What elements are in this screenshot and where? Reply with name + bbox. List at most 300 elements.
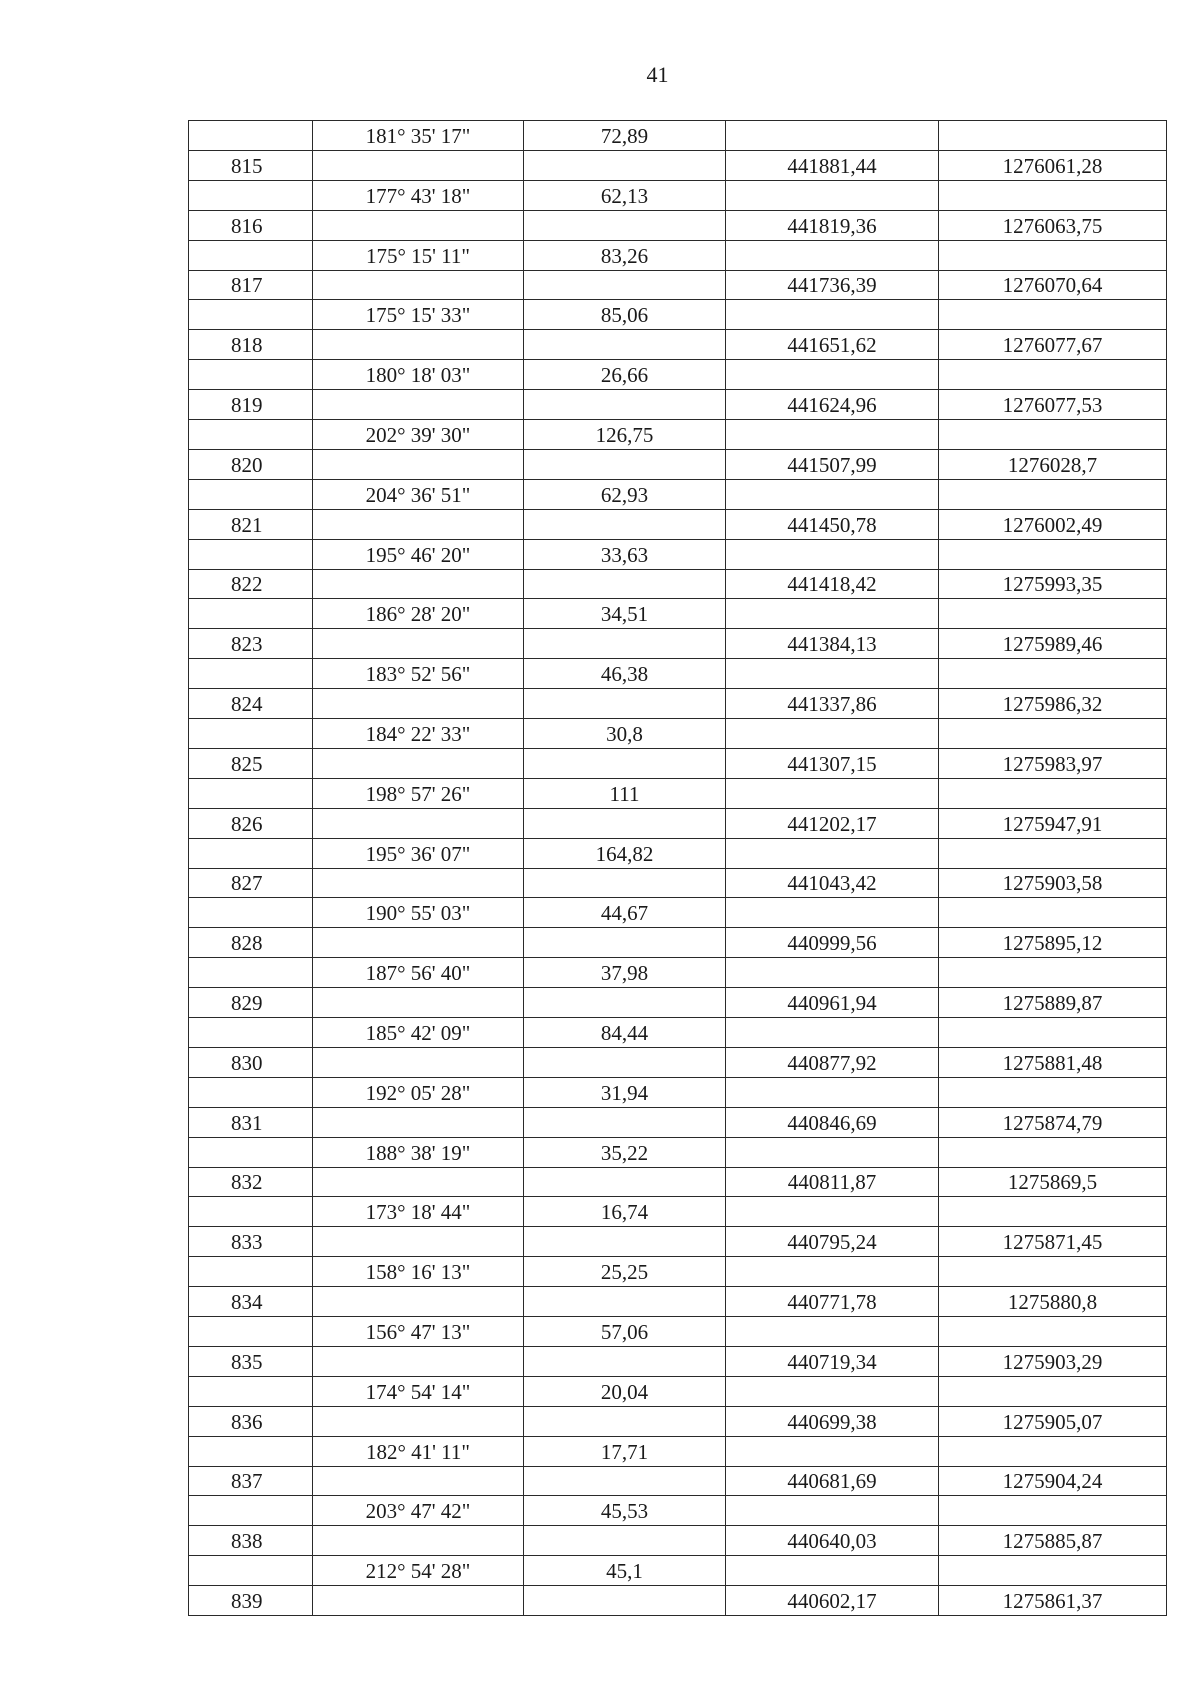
point-row: [189, 988, 1167, 1018]
angle-cell: [313, 210, 524, 240]
x-coordinate-cell: 440719,34: [726, 1346, 939, 1376]
y-cell: [939, 240, 1167, 270]
x-coordinate-cell: 441307,15: [726, 748, 939, 778]
x-coordinate-cell: 441450,78: [726, 509, 939, 539]
angle-cell: [313, 569, 524, 599]
segment-row: [189, 659, 1167, 689]
distance-cell: [524, 1227, 726, 1257]
distance-cell: [524, 270, 726, 300]
y-cell: [939, 838, 1167, 868]
distance-cell: [524, 1466, 726, 1496]
x-coordinate-cell: 440999,56: [726, 928, 939, 958]
x-cell: [726, 240, 939, 270]
angle-cell: 181° 35' 17": [313, 121, 524, 151]
x-coordinate-cell: 440771,78: [726, 1287, 939, 1317]
angle-cell: [313, 1526, 524, 1556]
x-cell: [726, 1316, 939, 1346]
point-number-cell: 838: [189, 1526, 313, 1556]
angle-cell: [313, 1586, 524, 1616]
angle-cell: 198° 57' 26": [313, 778, 524, 808]
x-coordinate-cell: 441736,39: [726, 270, 939, 300]
y-cell: [939, 479, 1167, 509]
x-coordinate-cell: 440877,92: [726, 1047, 939, 1077]
distance-cell: [524, 748, 726, 778]
y-coordinate-cell: 1275947,91: [939, 808, 1167, 838]
x-cell: [726, 1376, 939, 1406]
angle-cell: 184° 22' 33": [313, 718, 524, 748]
x-cell: [726, 599, 939, 629]
y-cell: [939, 1376, 1167, 1406]
point-cell: [189, 1496, 313, 1526]
point-number-cell: 830: [189, 1047, 313, 1077]
y-cell: [939, 778, 1167, 808]
y-cell: [939, 121, 1167, 151]
y-coordinate-cell: 1275905,07: [939, 1406, 1167, 1436]
point-number-cell: 824: [189, 689, 313, 719]
x-coordinate-cell: 441881,44: [726, 151, 939, 181]
distance-cell: 37,98: [524, 958, 726, 988]
y-cell: [939, 1077, 1167, 1107]
y-coordinate-cell: 1275903,58: [939, 868, 1167, 898]
angle-cell: [313, 1406, 524, 1436]
point-number-cell: 822: [189, 569, 313, 599]
point-row: [189, 1346, 1167, 1376]
segment-row: [189, 599, 1167, 629]
x-cell: [726, 479, 939, 509]
angle-cell: [313, 151, 524, 181]
point-cell: [189, 539, 313, 569]
distance-cell: 45,1: [524, 1556, 726, 1586]
point-number-cell: 831: [189, 1107, 313, 1137]
segment-row: [189, 1316, 1167, 1346]
y-coordinate-cell: 1276077,67: [939, 330, 1167, 360]
x-cell: [726, 778, 939, 808]
angle-cell: 186° 28' 20": [313, 599, 524, 629]
angle-cell: 182° 41' 11": [313, 1436, 524, 1466]
point-cell: [189, 1436, 313, 1466]
point-cell: [189, 240, 313, 270]
point-cell: [189, 599, 313, 629]
segment-row: [189, 1077, 1167, 1107]
y-cell: [939, 1436, 1167, 1466]
distance-cell: [524, 1047, 726, 1077]
point-row: [189, 509, 1167, 539]
angle-cell: [313, 689, 524, 719]
x-cell: [726, 419, 939, 449]
angle-cell: [313, 449, 524, 479]
y-coordinate-cell: 1275986,32: [939, 689, 1167, 719]
distance-cell: [524, 1406, 726, 1436]
point-cell: [189, 479, 313, 509]
y-cell: [939, 300, 1167, 330]
x-coordinate-cell: 440602,17: [726, 1586, 939, 1616]
distance-cell: 30,8: [524, 718, 726, 748]
angle-cell: [313, 1346, 524, 1376]
point-number-cell: 834: [189, 1287, 313, 1317]
x-coordinate-cell: 441418,42: [726, 569, 939, 599]
point-cell: [189, 898, 313, 928]
point-number-cell: 815: [189, 151, 313, 181]
point-row: [189, 1167, 1167, 1197]
distance-cell: [524, 1586, 726, 1616]
point-number-cell: 837: [189, 1466, 313, 1496]
x-coordinate-cell: 440795,24: [726, 1227, 939, 1257]
distance-cell: [524, 808, 726, 838]
distance-cell: [524, 151, 726, 181]
point-number-cell: 825: [189, 748, 313, 778]
point-row: [189, 390, 1167, 420]
angle-cell: [313, 1047, 524, 1077]
angle-cell: 177° 43' 18": [313, 180, 524, 210]
angle-cell: [313, 330, 524, 360]
y-coordinate-cell: 1275871,45: [939, 1227, 1167, 1257]
x-coordinate-cell: 440961,94: [726, 988, 939, 1018]
x-cell: [726, 898, 939, 928]
y-coordinate-cell: 1275895,12: [939, 928, 1167, 958]
x-cell: [726, 1077, 939, 1107]
y-coordinate-cell: 1275889,87: [939, 988, 1167, 1018]
segment-row: [189, 479, 1167, 509]
distance-cell: 83,26: [524, 240, 726, 270]
distance-cell: 72,89: [524, 121, 726, 151]
point-cell: [189, 1077, 313, 1107]
angle-cell: [313, 748, 524, 778]
segment-row: [189, 1496, 1167, 1526]
point-cell: [189, 1257, 313, 1287]
y-coordinate-cell: 1275861,37: [939, 1586, 1167, 1616]
x-cell: [726, 360, 939, 390]
point-number-cell: 839: [189, 1586, 313, 1616]
distance-cell: 25,25: [524, 1257, 726, 1287]
point-cell: [189, 838, 313, 868]
x-cell: [726, 718, 939, 748]
page-number: 41: [646, 62, 669, 87]
x-coordinate-cell: 441337,86: [726, 689, 939, 719]
point-number-cell: 823: [189, 629, 313, 659]
angle-cell: 195° 46' 20": [313, 539, 524, 569]
point-number-cell: 829: [189, 988, 313, 1018]
angle-cell: [313, 988, 524, 1018]
point-row: [189, 270, 1167, 300]
distance-cell: 17,71: [524, 1436, 726, 1466]
point-cell: [189, 1376, 313, 1406]
angle-cell: 175° 15' 11": [313, 240, 524, 270]
y-cell: [939, 898, 1167, 928]
point-cell: [189, 419, 313, 449]
distance-cell: 33,63: [524, 539, 726, 569]
y-coordinate-cell: 1275989,46: [939, 629, 1167, 659]
point-row: [189, 569, 1167, 599]
point-row: [189, 1406, 1167, 1436]
distance-cell: 26,66: [524, 360, 726, 390]
distance-cell: 45,53: [524, 1496, 726, 1526]
distance-cell: [524, 210, 726, 240]
point-row: [189, 1287, 1167, 1317]
point-number-cell: 817: [189, 270, 313, 300]
distance-cell: [524, 1167, 726, 1197]
point-row: [189, 1227, 1167, 1257]
y-cell: [939, 1137, 1167, 1167]
x-coordinate-cell: 441507,99: [726, 449, 939, 479]
angle-cell: [313, 509, 524, 539]
distance-cell: [524, 1346, 726, 1376]
distance-cell: 111: [524, 778, 726, 808]
angle-cell: [313, 808, 524, 838]
y-cell: [939, 1316, 1167, 1346]
angle-cell: 190° 55' 03": [313, 898, 524, 928]
point-row: [189, 1047, 1167, 1077]
y-coordinate-cell: 1275983,97: [939, 748, 1167, 778]
segment-row: [189, 838, 1167, 868]
y-coordinate-cell: 1275993,35: [939, 569, 1167, 599]
y-cell: [939, 718, 1167, 748]
segment-row: [189, 778, 1167, 808]
segment-row: [189, 718, 1167, 748]
angle-cell: 202° 39' 30": [313, 419, 524, 449]
y-coordinate-cell: 1276002,49: [939, 509, 1167, 539]
angle-cell: [313, 1227, 524, 1257]
distance-cell: 31,94: [524, 1077, 726, 1107]
x-cell: [726, 1137, 939, 1167]
y-coordinate-cell: 1275869,5: [939, 1167, 1167, 1197]
distance-cell: 126,75: [524, 419, 726, 449]
x-cell: [726, 1257, 939, 1287]
distance-cell: 62,93: [524, 479, 726, 509]
point-number-cell: 818: [189, 330, 313, 360]
point-number-cell: 826: [189, 808, 313, 838]
distance-cell: 57,06: [524, 1316, 726, 1346]
point-number-cell: 821: [189, 509, 313, 539]
point-cell: [189, 360, 313, 390]
point-number-cell: 833: [189, 1227, 313, 1257]
angle-cell: 212° 54' 28": [313, 1556, 524, 1586]
point-cell: [189, 1316, 313, 1346]
point-number-cell: 820: [189, 449, 313, 479]
point-cell: [189, 1017, 313, 1047]
point-row: [189, 868, 1167, 898]
point-number-cell: 836: [189, 1406, 313, 1436]
point-cell: [189, 958, 313, 988]
x-cell: [726, 300, 939, 330]
angle-cell: 156° 47' 13": [313, 1316, 524, 1346]
y-coordinate-cell: 1275903,29: [939, 1346, 1167, 1376]
point-row: [189, 928, 1167, 958]
y-coordinate-cell: 1276028,7: [939, 449, 1167, 479]
point-row: [189, 1466, 1167, 1496]
x-cell: [726, 539, 939, 569]
segment-row: [189, 1257, 1167, 1287]
point-cell: [189, 718, 313, 748]
segment-row: [189, 419, 1167, 449]
y-coordinate-cell: 1276077,53: [939, 390, 1167, 420]
x-cell: [726, 1436, 939, 1466]
point-number-cell: 828: [189, 928, 313, 958]
distance-cell: 62,13: [524, 180, 726, 210]
angle-cell: [313, 1107, 524, 1137]
angle-cell: [313, 1167, 524, 1197]
y-coordinate-cell: 1276061,28: [939, 151, 1167, 181]
distance-cell: 84,44: [524, 1017, 726, 1047]
angle-cell: 173° 18' 44": [313, 1197, 524, 1227]
y-cell: [939, 1197, 1167, 1227]
y-cell: [939, 1496, 1167, 1526]
distance-cell: [524, 1107, 726, 1137]
angle-cell: 174° 54' 14": [313, 1376, 524, 1406]
x-cell: [726, 1197, 939, 1227]
y-cell: [939, 180, 1167, 210]
x-coordinate-cell: 441651,62: [726, 330, 939, 360]
angle-cell: [313, 1466, 524, 1496]
point-row: [189, 330, 1167, 360]
point-cell: [189, 300, 313, 330]
point-row: [189, 748, 1167, 778]
point-number-cell: 819: [189, 390, 313, 420]
point-row: [189, 1107, 1167, 1137]
angle-cell: 188° 38' 19": [313, 1137, 524, 1167]
point-row: [189, 449, 1167, 479]
coordinates-table: [188, 120, 1167, 1616]
distance-cell: [524, 509, 726, 539]
x-cell: [726, 659, 939, 689]
segment-row: [189, 958, 1167, 988]
x-coordinate-cell: 441624,96: [726, 390, 939, 420]
point-cell: [189, 180, 313, 210]
point-cell: [189, 1556, 313, 1586]
point-row: [189, 808, 1167, 838]
point-cell: [189, 778, 313, 808]
distance-cell: [524, 988, 726, 1018]
distance-cell: [524, 629, 726, 659]
point-number-cell: 827: [189, 868, 313, 898]
angle-cell: [313, 928, 524, 958]
distance-cell: [524, 569, 726, 599]
distance-cell: 85,06: [524, 300, 726, 330]
distance-cell: 35,22: [524, 1137, 726, 1167]
distance-cell: 46,38: [524, 659, 726, 689]
angle-cell: 180° 18' 03": [313, 360, 524, 390]
x-cell: [726, 838, 939, 868]
segment-row: [189, 1137, 1167, 1167]
segment-row: [189, 1556, 1167, 1586]
point-row: [189, 629, 1167, 659]
point-number-cell: 835: [189, 1346, 313, 1376]
angle-cell: 192° 05' 28": [313, 1077, 524, 1107]
segment-row: [189, 539, 1167, 569]
y-coordinate-cell: 1275904,24: [939, 1466, 1167, 1496]
angle-cell: 185° 42' 09": [313, 1017, 524, 1047]
distance-cell: 34,51: [524, 599, 726, 629]
y-coordinate-cell: 1276070,64: [939, 270, 1167, 300]
x-coordinate-cell: 440811,87: [726, 1167, 939, 1197]
y-coordinate-cell: 1275881,48: [939, 1047, 1167, 1077]
y-coordinate-cell: 1275880,8: [939, 1287, 1167, 1317]
y-cell: [939, 1257, 1167, 1287]
angle-cell: [313, 390, 524, 420]
x-cell: [726, 1017, 939, 1047]
y-cell: [939, 419, 1167, 449]
segment-row: [189, 300, 1167, 330]
angle-cell: 203° 47' 42": [313, 1496, 524, 1526]
y-coordinate-cell: 1275874,79: [939, 1107, 1167, 1137]
angle-cell: 183° 52' 56": [313, 659, 524, 689]
point-cell: [189, 1137, 313, 1167]
x-coordinate-cell: 441202,17: [726, 808, 939, 838]
point-row: [189, 1526, 1167, 1556]
y-cell: [939, 1017, 1167, 1047]
y-coordinate-cell: 1275885,87: [939, 1526, 1167, 1556]
segment-row: [189, 240, 1167, 270]
angle-cell: [313, 629, 524, 659]
point-cell: [189, 1197, 313, 1227]
y-cell: [939, 539, 1167, 569]
angle-cell: 158° 16' 13": [313, 1257, 524, 1287]
x-cell: [726, 121, 939, 151]
x-coordinate-cell: 440846,69: [726, 1107, 939, 1137]
y-cell: [939, 958, 1167, 988]
x-coordinate-cell: 441819,36: [726, 210, 939, 240]
distance-cell: [524, 928, 726, 958]
angle-cell: [313, 1287, 524, 1317]
segment-row: [189, 1436, 1167, 1466]
y-cell: [939, 659, 1167, 689]
point-number-cell: 832: [189, 1167, 313, 1197]
segment-row: [189, 121, 1167, 151]
point-row: [189, 151, 1167, 181]
point-row: [189, 1586, 1167, 1616]
angle-cell: 187° 56' 40": [313, 958, 524, 988]
angle-cell: [313, 868, 524, 898]
distance-cell: [524, 449, 726, 479]
x-cell: [726, 1556, 939, 1586]
angle-cell: 204° 36' 51": [313, 479, 524, 509]
x-coordinate-cell: 440699,38: [726, 1406, 939, 1436]
point-cell: [189, 121, 313, 151]
distance-cell: 164,82: [524, 838, 726, 868]
x-coordinate-cell: 441043,42: [726, 868, 939, 898]
x-coordinate-cell: 441384,13: [726, 629, 939, 659]
segment-row: [189, 1376, 1167, 1406]
segment-row: [189, 1197, 1167, 1227]
distance-cell: [524, 330, 726, 360]
y-coordinate-cell: 1276063,75: [939, 210, 1167, 240]
distance-cell: 16,74: [524, 1197, 726, 1227]
x-cell: [726, 1496, 939, 1526]
distance-cell: [524, 689, 726, 719]
point-cell: [189, 659, 313, 689]
point-row: [189, 689, 1167, 719]
distance-cell: [524, 1526, 726, 1556]
point-row: [189, 210, 1167, 240]
y-cell: [939, 360, 1167, 390]
segment-row: [189, 180, 1167, 210]
x-cell: [726, 958, 939, 988]
segment-row: [189, 898, 1167, 928]
distance-cell: [524, 1287, 726, 1317]
distance-cell: [524, 390, 726, 420]
distance-cell: 20,04: [524, 1376, 726, 1406]
point-number-cell: 816: [189, 210, 313, 240]
x-cell: [726, 180, 939, 210]
angle-cell: [313, 270, 524, 300]
segment-row: [189, 1017, 1167, 1047]
distance-cell: [524, 868, 726, 898]
y-cell: [939, 599, 1167, 629]
angle-cell: 175° 15' 33": [313, 300, 524, 330]
segment-row: [189, 360, 1167, 390]
x-coordinate-cell: 440681,69: [726, 1466, 939, 1496]
distance-cell: 44,67: [524, 898, 726, 928]
y-cell: [939, 1556, 1167, 1586]
